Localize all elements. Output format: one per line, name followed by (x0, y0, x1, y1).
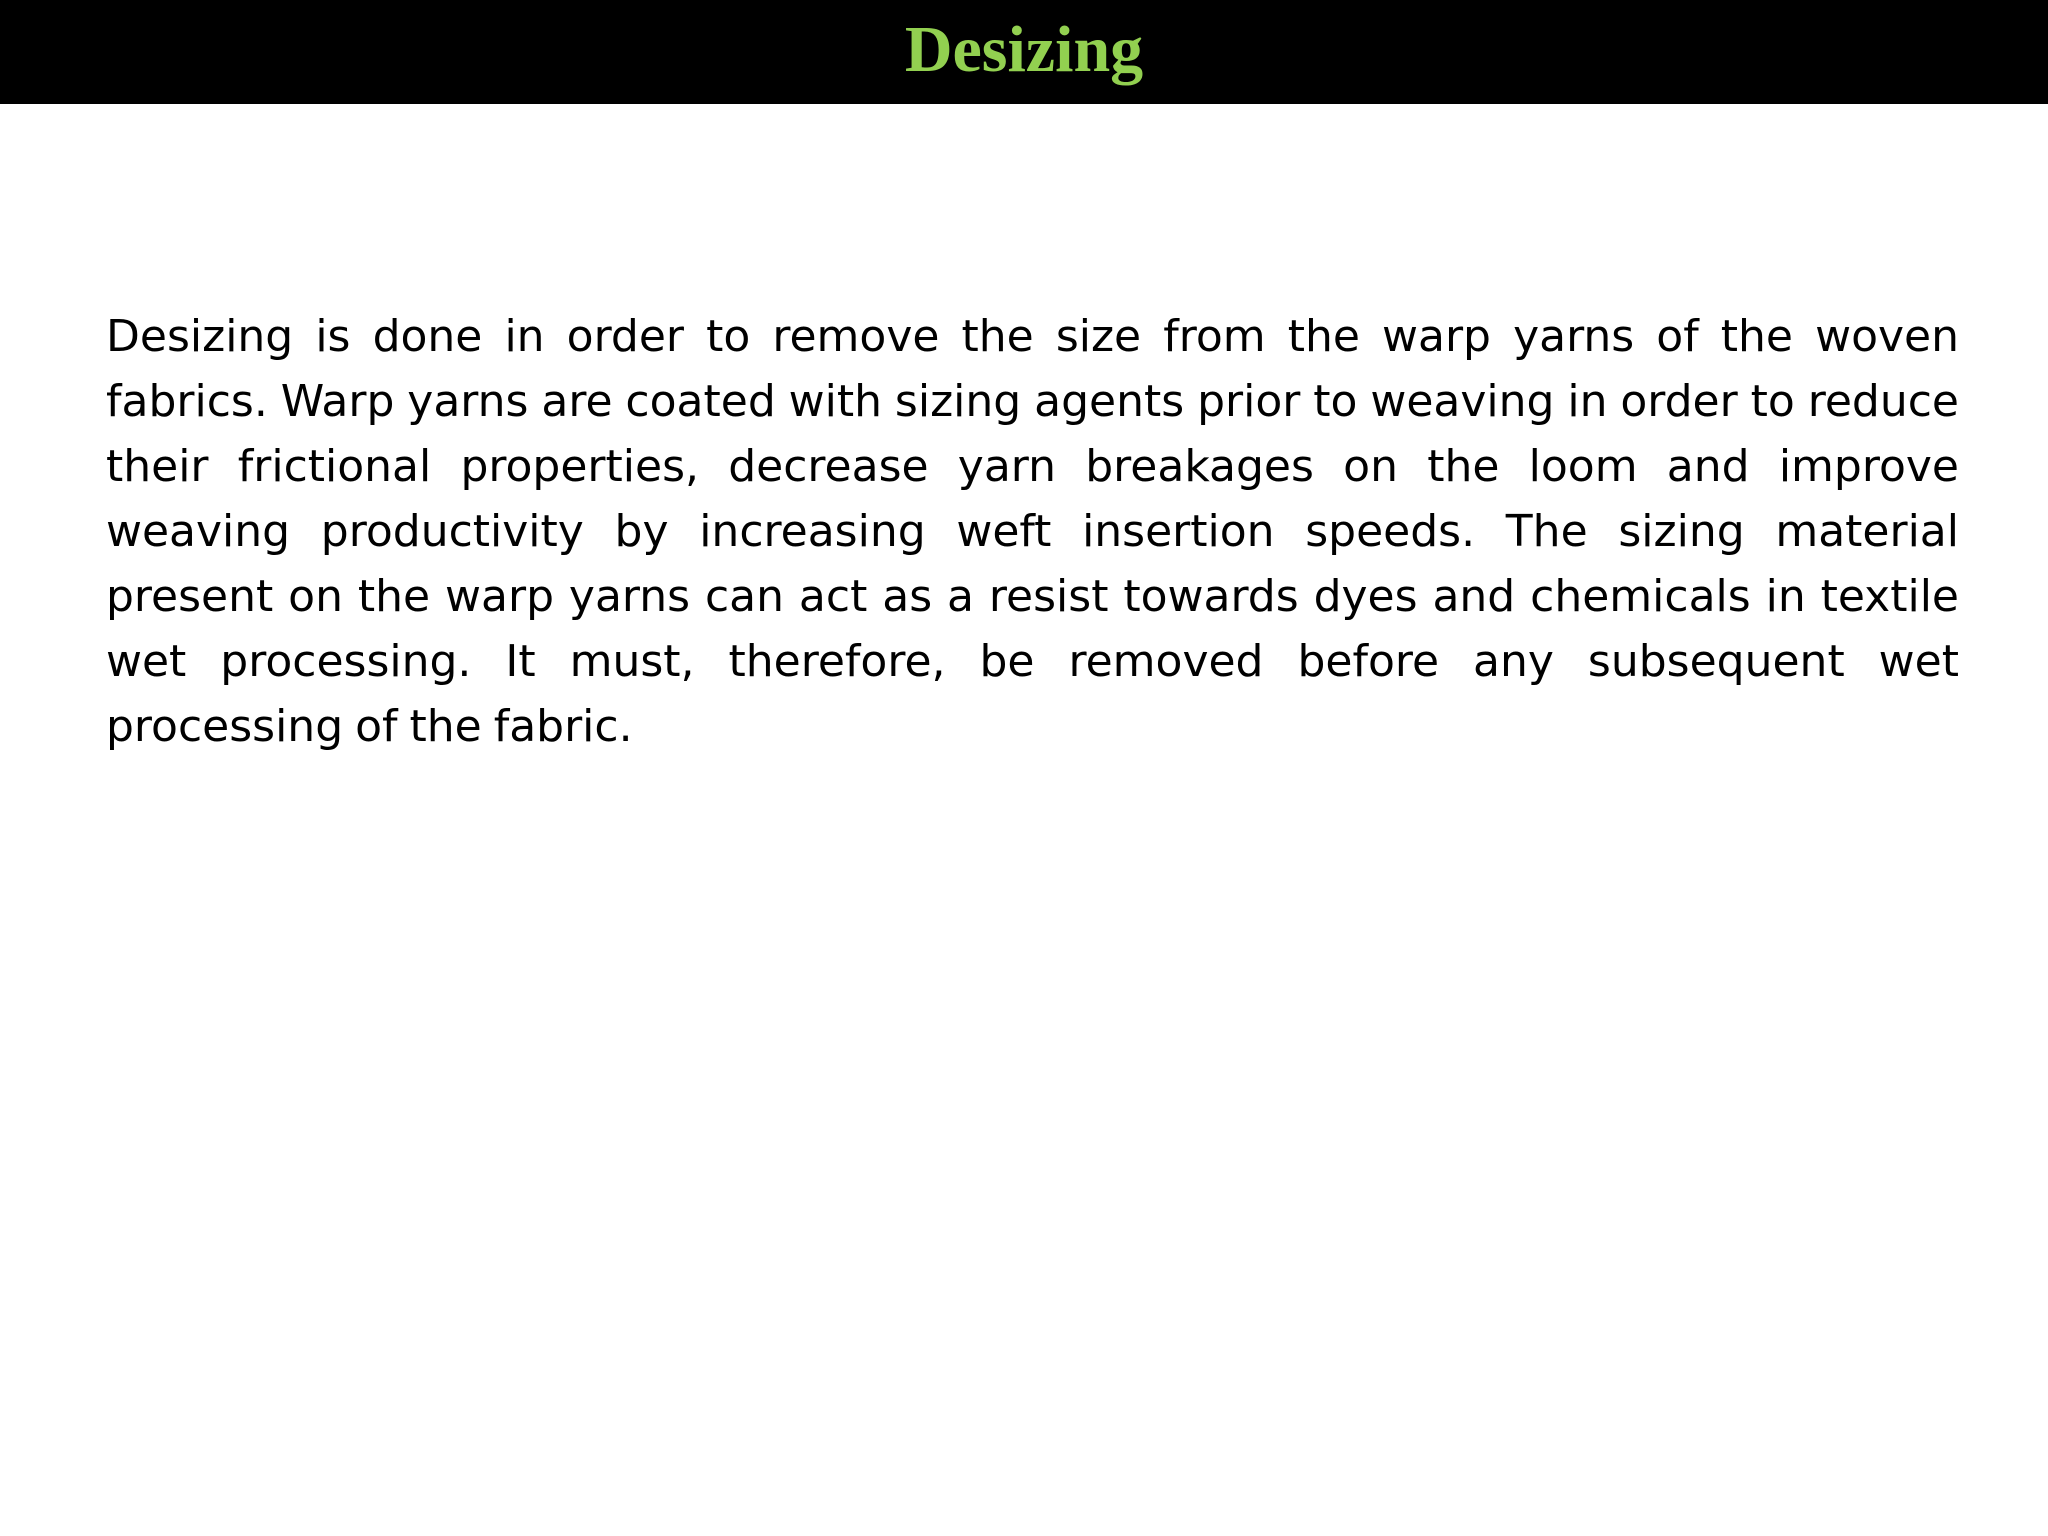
body-paragraph: Desizing is done in order to remove the size from the warp yarns of the woven fabrics. Warp yarns are coated with sizing agents prior to weaving in order to reduce their frictional properties, decrease yarn breakages on the loom and improve weaving productivity by increasing weft insertion speeds. The sizing material present on the warp yarns can act as a resist towards dyes and chemicals in textile wet processing. It must, therefore, be removed before any subsequent wet processing of the fabric. (106, 311, 1959, 752)
title-bar (0, 0, 2048, 104)
slide-title: Desizing (904, 13, 1144, 86)
